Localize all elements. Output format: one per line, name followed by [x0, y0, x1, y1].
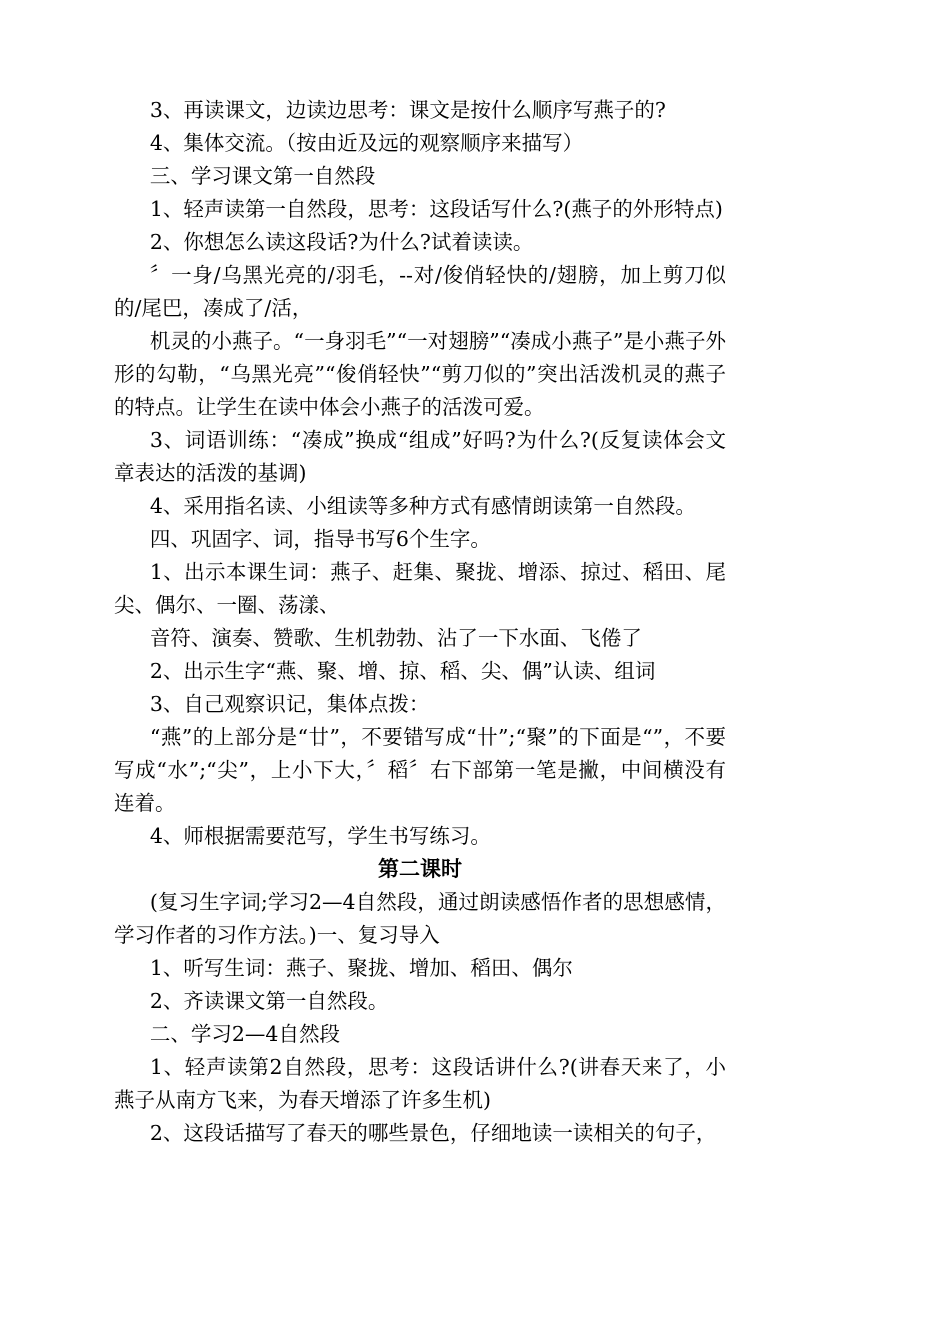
paragraph: 机灵的小燕子。“一身羽毛”“一对翅膀”“凑成小燕子”是小燕子外形的勾勒，“乌黑光亮”“俊俏轻快”“剪刀似的”突出活泼机灵的燕子的特点。让学生在读中体会小燕子的活泼可爱。 — [114, 329, 726, 419]
paragraph: 1、轻声读第2自然段，思考：这段话讲什么?(讲春天来了，小燕子从南方飞来，为春天增添了许多生机) — [114, 1055, 726, 1112]
paragraph: (复习生字词;学习2—4自然段，通过朗读感悟作者的思想感情，学习作者的习作方法。)一、复习导入 — [114, 890, 726, 947]
paragraph: 1、轻声读第一自然段，思考：这段话写什么?(燕子的外形特点) — [149, 197, 723, 221]
paragraph: 2、齐读课文第一自然段。 — [149, 989, 389, 1013]
paragraph: 1、出示本课生词：燕子、赶集、聚拢、增添、掠过、稻田、尾尖、偶尔、一圈、荡漾、 — [114, 560, 726, 617]
quoted-reading: 〞一身/乌黑光亮的/羽毛，--对/俊俏轻快的/翅膀，加上剪刀似的/尾巴，凑成了/活， — [114, 263, 726, 320]
lesson-title: 第二课时 — [378, 857, 462, 881]
paragraph: 2、这段话描写了春天的哪些景色，仔细地读一读相关的句子， — [149, 1121, 717, 1145]
paragraph: 2、你想怎么读这段话?为什么?试着读读。 — [149, 230, 534, 254]
paragraph: 1、听写生词：燕子、聚拢、增加、稻田、偶尔 — [149, 956, 573, 980]
paragraph: 4、师根据需要范写，学生书写练习。 — [149, 824, 491, 848]
paragraph: 音符、演奏、赞歌、生机勃勃、沾了一下水面、飞倦了 — [149, 626, 642, 650]
paragraph: 4、集体交流。（按由近及远的观察顺序来描写） — [149, 131, 584, 155]
section-heading-4: 四、巩固字、词，指导书写6个生字。 — [149, 527, 491, 551]
paragraph: “燕”的上部分是“廿”，不要错写成“卄”;“聚”的下面是“”，不要写成“水”;“尖”，上小下大，〞稻〞右下部第一笔是撇，中间横没有连着。 — [114, 725, 726, 815]
paragraph: 3、词语训练：“凑成”换成“组成”好吗?为什么?(反复读体会文章表达的活泼的基调) — [114, 428, 726, 485]
section-heading-3: 三、学习课文第一自然段 — [149, 164, 376, 188]
paragraph: 4、采用指名读、小组读等多种方式有感情朗读第一自然段。 — [149, 494, 696, 518]
document-body — [114, 94, 726, 1150]
paragraph: 3、再读课文，边读边思考：课文是按什么顺序写燕子的? — [149, 98, 666, 122]
paragraph: 3、自己观察识记，集体点拨： — [149, 692, 430, 716]
section-heading-2: 二、学习2—4自然段 — [149, 1022, 340, 1046]
paragraph: 2、出示生字“燕、聚、增、掠、稻、尖、偶”认读、组词 — [149, 659, 656, 683]
